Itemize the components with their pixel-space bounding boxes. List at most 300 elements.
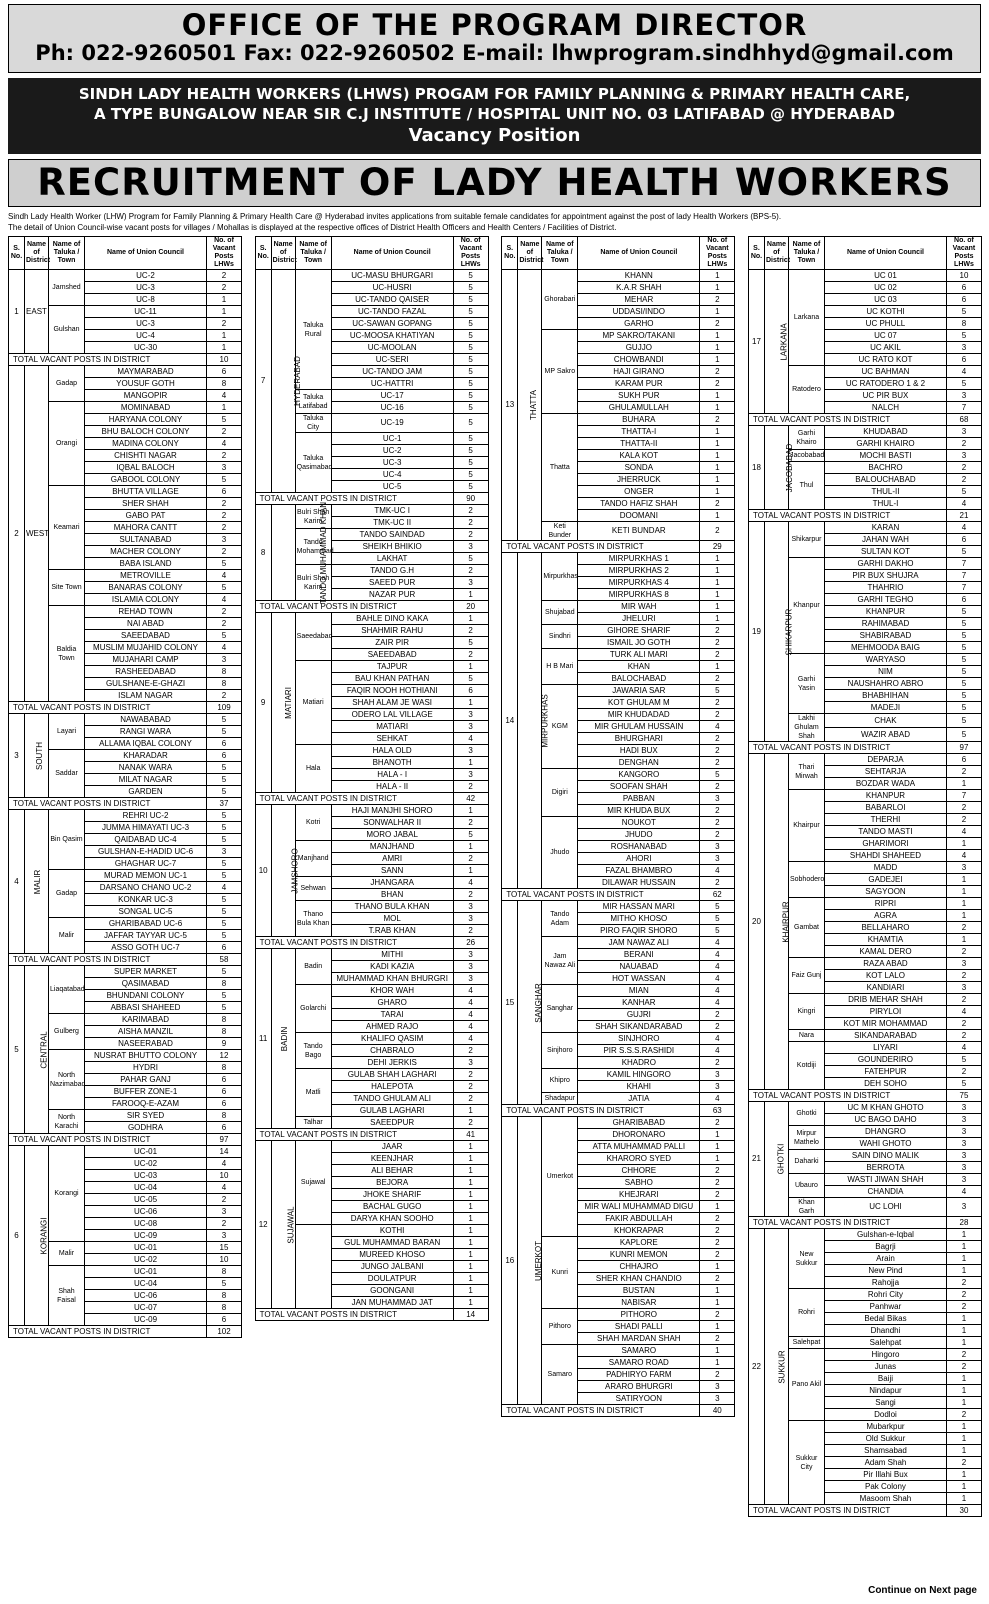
union-council-name: SHAHMIR RAHU	[331, 625, 453, 637]
union-council-name: FATEHPUR	[824, 1066, 946, 1078]
union-council-name: KOT GHULAM M	[578, 697, 700, 709]
taluka-name: Samaro	[542, 1345, 578, 1405]
district-total-row	[255, 601, 488, 613]
vacant-posts-count: 5	[946, 702, 981, 714]
taluka-name: Khanpur	[788, 558, 824, 654]
union-council-name: KOT LALO	[824, 970, 946, 982]
union-council-name: SOOFAN SHAH	[578, 781, 700, 793]
table-row	[9, 1146, 242, 1158]
district-total-label: TOTAL VACANT POSTS IN DISTRICT	[9, 1134, 207, 1146]
vacant-posts-count: 5	[453, 330, 488, 342]
table-header-row	[502, 237, 735, 270]
district-sno: 21	[748, 1102, 764, 1217]
vacant-posts-count: 1	[946, 1385, 981, 1397]
union-council-name: SHAH MARDAN SHAH	[578, 1333, 700, 1345]
vacant-posts-count: 5	[700, 925, 735, 937]
vacant-posts-count: 6	[207, 1086, 242, 1098]
table-row	[748, 426, 981, 438]
union-council-name: SEHKAT	[331, 733, 453, 745]
union-council-name: KOT MIR MOHAMMAD	[824, 1018, 946, 1030]
union-council-name: PIRO FAQIR SHORO	[578, 925, 700, 937]
union-council-name: UC-MASU BHURGARI	[331, 270, 453, 282]
district-total-value: 28	[946, 1217, 981, 1229]
vacant-posts-count: 2	[453, 889, 488, 901]
district-total-row	[748, 1090, 981, 1102]
vacant-posts-count: 8	[207, 678, 242, 690]
vacant-posts-count: 5	[453, 378, 488, 390]
taluka-name: Ghorabari	[542, 270, 578, 330]
district-total-value: 90	[453, 493, 488, 505]
vacant-posts-count: 2	[700, 649, 735, 661]
taluka-name: Taluka Rural	[295, 270, 331, 390]
vacant-posts-count: 2	[946, 462, 981, 474]
union-council-name: Baiji	[824, 1373, 946, 1385]
vacant-posts-count: 5	[453, 445, 488, 457]
union-council-name: RAHIMABAD	[824, 618, 946, 630]
vacant-posts-count: 1	[207, 402, 242, 414]
union-council-name: MITHO KHOSO	[578, 913, 700, 925]
union-council-name: PIRYLOI	[824, 1006, 946, 1018]
vacant-posts-count: 3	[453, 901, 488, 913]
union-council-name: DEPARJA	[824, 754, 946, 766]
vacant-posts-count: 5	[207, 990, 242, 1002]
vacant-posts-count: 2	[700, 1165, 735, 1177]
vacant-posts-count: 1	[700, 426, 735, 438]
union-council-name: UC-TANDO JAM	[331, 366, 453, 378]
table-row	[748, 1102, 981, 1114]
union-council-name: GUJRI	[578, 1009, 700, 1021]
vacant-posts-count: 6	[946, 282, 981, 294]
vacant-posts-count: 2	[700, 318, 735, 330]
union-council-name: UC LOHI	[824, 1198, 946, 1217]
union-council-name: KANHAR	[578, 997, 700, 1009]
vacant-posts-count: 1	[207, 294, 242, 306]
union-council-name: GHULAMULLAH	[578, 402, 700, 414]
union-council-name: FAZAL BHAMBRO	[578, 865, 700, 877]
taluka-name: Shah Faisal	[49, 1266, 85, 1326]
taluka-name: Orangi	[49, 402, 85, 486]
vacant-posts-count: 2	[453, 817, 488, 829]
district-total-label: TOTAL VACANT POSTS IN DISTRICT	[502, 541, 700, 553]
vacant-posts-count: 2	[946, 994, 981, 1006]
vacant-posts-count: 4	[700, 997, 735, 1009]
vacant-posts-count: 1	[453, 589, 488, 601]
taluka-name: Jhudo	[542, 817, 578, 889]
union-council-name: NAUSHAHRO ABRO	[824, 678, 946, 690]
union-council-name: AHORI	[578, 853, 700, 865]
taluka-name: Pano Akil	[788, 1349, 824, 1421]
taluka-name: Taluka Qasimabad	[295, 433, 331, 493]
union-council-name: UC-04	[85, 1182, 207, 1194]
district-total-row	[9, 954, 242, 966]
union-council-name: TANDO SAINDAD	[331, 529, 453, 541]
vacant-posts-count: 1	[946, 1325, 981, 1337]
district-name-text: EAST	[26, 306, 47, 316]
vacant-posts-count: 3	[453, 541, 488, 553]
union-council-name: UC-07	[85, 1302, 207, 1314]
office-title: OFFICE OF THE PROGRAM DIRECTOR	[181, 8, 808, 42]
vacant-posts-count: 5	[207, 582, 242, 594]
union-council-name: PIR BUX SHUJRA	[824, 570, 946, 582]
table-row	[502, 901, 735, 913]
union-council-name: Hingoro	[824, 1349, 946, 1361]
district-total-row	[9, 354, 242, 366]
union-council-name: MOMINABAD	[85, 402, 207, 414]
union-council-name: Rahojja	[824, 1277, 946, 1289]
union-council-name: MIRPURKHAS 8	[578, 589, 700, 601]
taluka-name: Sujawal	[295, 1141, 331, 1225]
union-council-name: DILAWAR HUSSAIN	[578, 877, 700, 889]
header-vacant-posts: No. of Vacant Posts LHWs	[207, 237, 242, 270]
taluka-name: Salehpat	[788, 1337, 824, 1349]
vacant-posts-count: 1	[453, 1189, 488, 1201]
taluka-name: Ghotki	[788, 1102, 824, 1126]
taluka-name	[295, 1225, 331, 1309]
vacant-posts-count: 6	[207, 750, 242, 762]
taluka-name: Ratodero	[788, 366, 824, 414]
vacant-posts-count: 5	[453, 673, 488, 685]
vacant-posts-count: 4	[207, 390, 242, 402]
union-council-name: DEH SOHO	[824, 1078, 946, 1090]
union-council-name: UC-TANDO FAZAL	[331, 306, 453, 318]
district-name-text: SUKKUR	[777, 1349, 787, 1384]
vacant-posts-count: 5	[207, 870, 242, 882]
vacant-posts-count: 1	[700, 282, 735, 294]
taluka-name: Site Town	[49, 570, 85, 606]
union-council-name: Nindapur	[824, 1385, 946, 1397]
header-taluka: Name of Taluka / Town	[295, 237, 331, 270]
union-council-name: MP SAKRO/TAKANI	[578, 330, 700, 342]
union-council-name: ATTA MUHAMMAD PALLI	[578, 1141, 700, 1153]
vacant-posts-count: 5	[207, 918, 242, 930]
vacant-posts-count: 2	[700, 1225, 735, 1237]
union-council-name: CHISHTI NAGAR	[85, 450, 207, 462]
vacant-posts-count: 3	[946, 1102, 981, 1114]
union-council-name: KAPLORE	[578, 1237, 700, 1249]
vacant-posts-count: 1	[700, 613, 735, 625]
union-council-name: SATIRYOON	[578, 1393, 700, 1405]
district-name	[271, 1141, 295, 1309]
union-council-name: BHU BALOCH COLONY	[85, 426, 207, 438]
vacant-posts-count: 1	[700, 390, 735, 402]
union-council-name: UC 02	[824, 282, 946, 294]
taluka-name: Sehwan	[295, 877, 331, 901]
vacant-posts-count: 4	[700, 985, 735, 997]
vacant-posts-count: 9	[207, 1038, 242, 1050]
district-total-row	[255, 1309, 488, 1321]
vacant-posts-count: 5	[207, 714, 242, 726]
vacant-posts-count: 3	[453, 745, 488, 757]
union-council-name: WAZIR ABAD	[824, 728, 946, 742]
union-council-name: SAEEDPUR	[331, 1117, 453, 1129]
vacant-posts-count: 5	[946, 666, 981, 678]
taluka-name: Shadapur	[542, 1093, 578, 1105]
union-council-name: GIHORE SHARIF	[578, 625, 700, 637]
taluka-name: Ubauro	[788, 1174, 824, 1198]
vacant-posts-count: 6	[207, 486, 242, 498]
vacant-posts-count: 5	[453, 270, 488, 282]
union-council-name: BUFFER ZONE-1	[85, 1086, 207, 1098]
vacant-posts-count: 1	[700, 1129, 735, 1141]
union-council-name: Dhandhi	[824, 1325, 946, 1337]
vacant-posts-count: 5	[946, 486, 981, 498]
vacant-posts-count: 4	[700, 949, 735, 961]
union-council-name: JHUDO	[578, 829, 700, 841]
union-council-name: UC M KHAN GHOTO	[824, 1102, 946, 1114]
header-sno: S. No.	[255, 237, 271, 270]
vacant-posts-count: 2	[453, 853, 488, 865]
vacant-posts-count: 5	[946, 630, 981, 642]
union-council-name: JAHAN WAH	[824, 534, 946, 546]
district-sno: 2	[9, 366, 25, 702]
union-council-name: Sangi	[824, 1397, 946, 1409]
vacant-posts-count: 2	[207, 690, 242, 702]
union-council-name: SHAH ALAM JE WASI	[331, 697, 453, 709]
union-council-name: MANJHAND	[331, 841, 453, 853]
district-total-label: TOTAL VACANT POSTS IN DISTRICT	[502, 1405, 700, 1417]
header-taluka: Name of Taluka / Town	[788, 237, 824, 270]
vacant-posts-count: 2	[207, 1194, 242, 1206]
vacant-posts-count: 5	[207, 834, 242, 846]
vacant-posts-count: 1	[700, 601, 735, 613]
district-sno: 14	[502, 553, 518, 889]
union-council-name: Pir Illahi Bux	[824, 1469, 946, 1481]
union-council-name: Adam Shah	[824, 1457, 946, 1469]
district-sno: 20	[748, 754, 764, 1090]
vacant-posts-count: 4	[946, 522, 981, 534]
union-council-name: JAAR	[331, 1141, 453, 1153]
union-council-name: DEHI JERKIS	[331, 1057, 453, 1069]
taluka-name: Manjhand	[295, 841, 331, 877]
district-name-text: KORANGI	[39, 1217, 49, 1254]
program-line-2: A TYPE BUNGALOW NEAR SIR C.J INSTITUTE / HOSPITAL UNIT NO. 03 LATIFABAD @ HYDERABAD	[94, 105, 895, 123]
taluka-name: Daharki	[788, 1150, 824, 1174]
vacant-posts-count: 2	[700, 414, 735, 426]
union-council-name: GODHRA	[85, 1122, 207, 1134]
union-council-name: GADEJEI	[824, 874, 946, 886]
union-council-name: KHOKRAPAR	[578, 1225, 700, 1237]
vacant-posts-count: 1	[700, 1297, 735, 1309]
vacant-posts-count: 6	[946, 534, 981, 546]
header-taluka: Name of Taluka / Town	[542, 237, 578, 270]
union-council-name: UC-2	[331, 445, 453, 457]
table-row	[748, 522, 981, 534]
vacant-posts-count: 1	[700, 1201, 735, 1213]
taluka-name: Thatta	[542, 414, 578, 522]
table-header-row	[9, 237, 242, 270]
vacant-posts-count: 5	[946, 678, 981, 690]
vacant-posts-count: 2	[700, 1213, 735, 1225]
district-total-value: 37	[207, 798, 242, 810]
header-union-council: Name of Union Council	[824, 237, 946, 270]
district-sno: 16	[502, 1117, 518, 1405]
vacant-posts-count: 2	[700, 697, 735, 709]
union-council-name: MUREED KHOSO	[331, 1249, 453, 1261]
vacant-posts-count: 3	[946, 1114, 981, 1126]
vacant-posts-count: 1	[700, 565, 735, 577]
union-council-name: NAUABAD	[578, 961, 700, 973]
union-council-name: MOL	[331, 913, 453, 925]
vacant-posts-count: 5	[453, 457, 488, 469]
vacant-posts-count: 1	[946, 1397, 981, 1409]
district-name	[764, 522, 794, 742]
vacant-posts-count: 5	[453, 414, 488, 433]
vacant-posts-count: 8	[207, 1062, 242, 1074]
vacant-posts-count: 4	[700, 865, 735, 877]
district-name	[25, 714, 49, 798]
union-council-name: UC-16	[331, 402, 453, 414]
vacant-posts-count: 5	[207, 858, 242, 870]
vacant-posts-count: 2	[700, 522, 735, 541]
union-council-name: MADD	[824, 862, 946, 874]
vacant-posts-count: 1	[453, 1273, 488, 1285]
union-council-name: UC RATO KOT	[824, 354, 946, 366]
vacant-posts-count: 5	[946, 690, 981, 702]
union-council-name: GUJJO	[578, 342, 700, 354]
taluka-name: Khan Garh	[788, 1198, 824, 1217]
union-council-name: T.RAB KHAN	[331, 925, 453, 937]
district-total-value: 41	[453, 1129, 488, 1141]
table-row	[748, 270, 981, 282]
union-council-name: UC PHULL	[824, 318, 946, 330]
intro-paragraph-2: The detail of Union Council-wise vacant posts for villages / Mohallas is displayed at the respective offices of District Health Officers and Health Centers / Facilities of District.	[8, 223, 617, 232]
district-name	[764, 270, 788, 414]
union-council-name: PADHIRYO FARM	[578, 1369, 700, 1381]
taluka-name: Korangi	[49, 1146, 85, 1242]
union-council-name: BABARLOI	[824, 802, 946, 814]
union-council-name: METROVILLE	[85, 570, 207, 582]
taluka-name: H B Mari	[542, 649, 578, 685]
union-council-name: CHHAJRO	[578, 1261, 700, 1273]
vacant-posts-count: 8	[207, 1014, 242, 1026]
union-council-name: BACHAL GUGO	[331, 1201, 453, 1213]
union-council-name: TAJPUR	[331, 661, 453, 673]
taluka-name: Pithoro	[542, 1309, 578, 1345]
union-council-name: GHAGHAR UC-7	[85, 858, 207, 870]
table-row	[9, 366, 242, 378]
union-council-name: MIR GHULAM HUSSAIN	[578, 721, 700, 733]
vacant-posts-count: 2	[700, 1021, 735, 1033]
vacant-posts-count: 3	[453, 577, 488, 589]
vacant-posts-count: 5	[453, 354, 488, 366]
vacant-posts-count: 6	[207, 1122, 242, 1134]
district-total-value: 10	[207, 354, 242, 366]
union-council-name: BUSTAN	[578, 1285, 700, 1297]
vacant-posts-count: 2	[700, 1273, 735, 1285]
union-council-name: KAMIL HINGORO	[578, 1069, 700, 1081]
vacant-posts-count: 3	[946, 1162, 981, 1174]
district-total-row	[502, 541, 735, 553]
union-council-name: MIR WAH	[578, 601, 700, 613]
vacant-posts-count: 5	[207, 774, 242, 786]
union-council-name: SEHTARJA	[824, 766, 946, 778]
union-council-name: UC-SAWAN GOPANG	[331, 318, 453, 330]
vacant-posts-count: 12	[207, 1050, 242, 1062]
vacant-posts-count: 4	[700, 961, 735, 973]
vacant-posts-count: 3	[700, 793, 735, 805]
union-council-name: SHER KHAN CHANDIO	[578, 1273, 700, 1285]
vacant-posts-count: 1	[946, 1469, 981, 1481]
vacant-posts-count: 2	[700, 1369, 735, 1381]
vacant-posts-count: 5	[453, 306, 488, 318]
taluka-name: Kotdiji	[788, 1042, 824, 1090]
union-council-name: SAIN DINO MALIK	[824, 1150, 946, 1162]
district-name-text: BADIN	[279, 1026, 289, 1051]
district-total-label: TOTAL VACANT POSTS IN DISTRICT	[748, 510, 946, 522]
district-total-row	[255, 937, 488, 949]
union-council-name: HAJI MANJHI SHORO	[331, 805, 453, 817]
union-council-name: SONGAL UC-5	[85, 906, 207, 918]
taluka-name: Thari Mirwah	[788, 754, 824, 790]
vacant-posts-count: 5	[946, 1078, 981, 1090]
vacant-posts-count: 2	[700, 378, 735, 390]
vacant-posts-count: 5	[946, 546, 981, 558]
union-council-name: SINJHORO	[578, 1033, 700, 1045]
union-council-name: DRIB MEHAR SHAH	[824, 994, 946, 1006]
union-council-name: Mubarkpur	[824, 1421, 946, 1433]
district-sno: 5	[9, 966, 25, 1134]
union-council-name: MACHER COLONY	[85, 546, 207, 558]
union-council-name: Panhwar	[824, 1301, 946, 1313]
district-total-row	[9, 702, 242, 714]
district-name-text: MIRPURKHAS	[540, 693, 550, 748]
union-council-name: Shamsabad	[824, 1445, 946, 1457]
union-council-name: GUL MUHAMMAD BARAN	[331, 1237, 453, 1249]
vacant-posts-count: 2	[700, 673, 735, 685]
union-council-name: MITHI	[331, 949, 453, 961]
union-council-name: UC-SERI	[331, 354, 453, 366]
taluka-name: Khipro	[542, 1069, 578, 1093]
union-council-name: BHANOTH	[331, 757, 453, 769]
union-council-name: HALA - II	[331, 781, 453, 793]
union-council-name: FAROOQ-E-AZAM	[85, 1098, 207, 1110]
district-sno: 10	[255, 805, 271, 937]
union-council-name: TARAI	[331, 1009, 453, 1021]
taluka-name: Tando Mohammad	[295, 529, 331, 565]
vacant-posts-count: 2	[207, 606, 242, 618]
vacant-posts-count: 5	[207, 1278, 242, 1290]
district-name-text: MATIARI	[283, 686, 293, 719]
district-total-label: TOTAL VACANT POSTS IN DISTRICT	[9, 1326, 207, 1338]
header-sno: S. No.	[502, 237, 518, 270]
union-council-name: TANDO HAFIZ SHAH	[578, 498, 700, 510]
union-council-name: BALOUCHABAD	[824, 474, 946, 486]
vacant-posts-count: 1	[453, 1261, 488, 1273]
district-total-value: 68	[946, 414, 981, 426]
union-council-name: KHOR WAH	[331, 985, 453, 997]
vacant-posts-count: 1	[946, 910, 981, 922]
union-council-name: UC-HUSRI	[331, 282, 453, 294]
taluka-name: Jam Nawaz Ali	[542, 937, 578, 985]
vacant-posts-count: 1	[946, 1445, 981, 1457]
vacant-posts-count: 4	[700, 973, 735, 985]
union-council-name: MANGOPIR	[85, 390, 207, 402]
vacant-posts-count: 5	[946, 330, 981, 342]
union-council-name: THUL-I	[824, 498, 946, 510]
vacant-posts-count: 1	[946, 1229, 981, 1241]
union-council-name: BEJORA	[331, 1177, 453, 1189]
district-sno: 1	[9, 270, 25, 354]
taluka-name: Umerkot	[542, 1117, 578, 1237]
union-council-name: PIR S.S.S.RASHIDI	[578, 1045, 700, 1057]
vacant-posts-count: 5	[453, 390, 488, 402]
union-council-name: MUHAMMAD KHAN BHURGRI	[331, 973, 453, 985]
union-council-name: LAKHAT	[331, 553, 453, 565]
union-council-name: SAGYOON	[824, 886, 946, 898]
vacant-posts-count: 4	[207, 570, 242, 582]
vacant-posts-count: 2	[207, 618, 242, 630]
table-row	[255, 270, 488, 282]
